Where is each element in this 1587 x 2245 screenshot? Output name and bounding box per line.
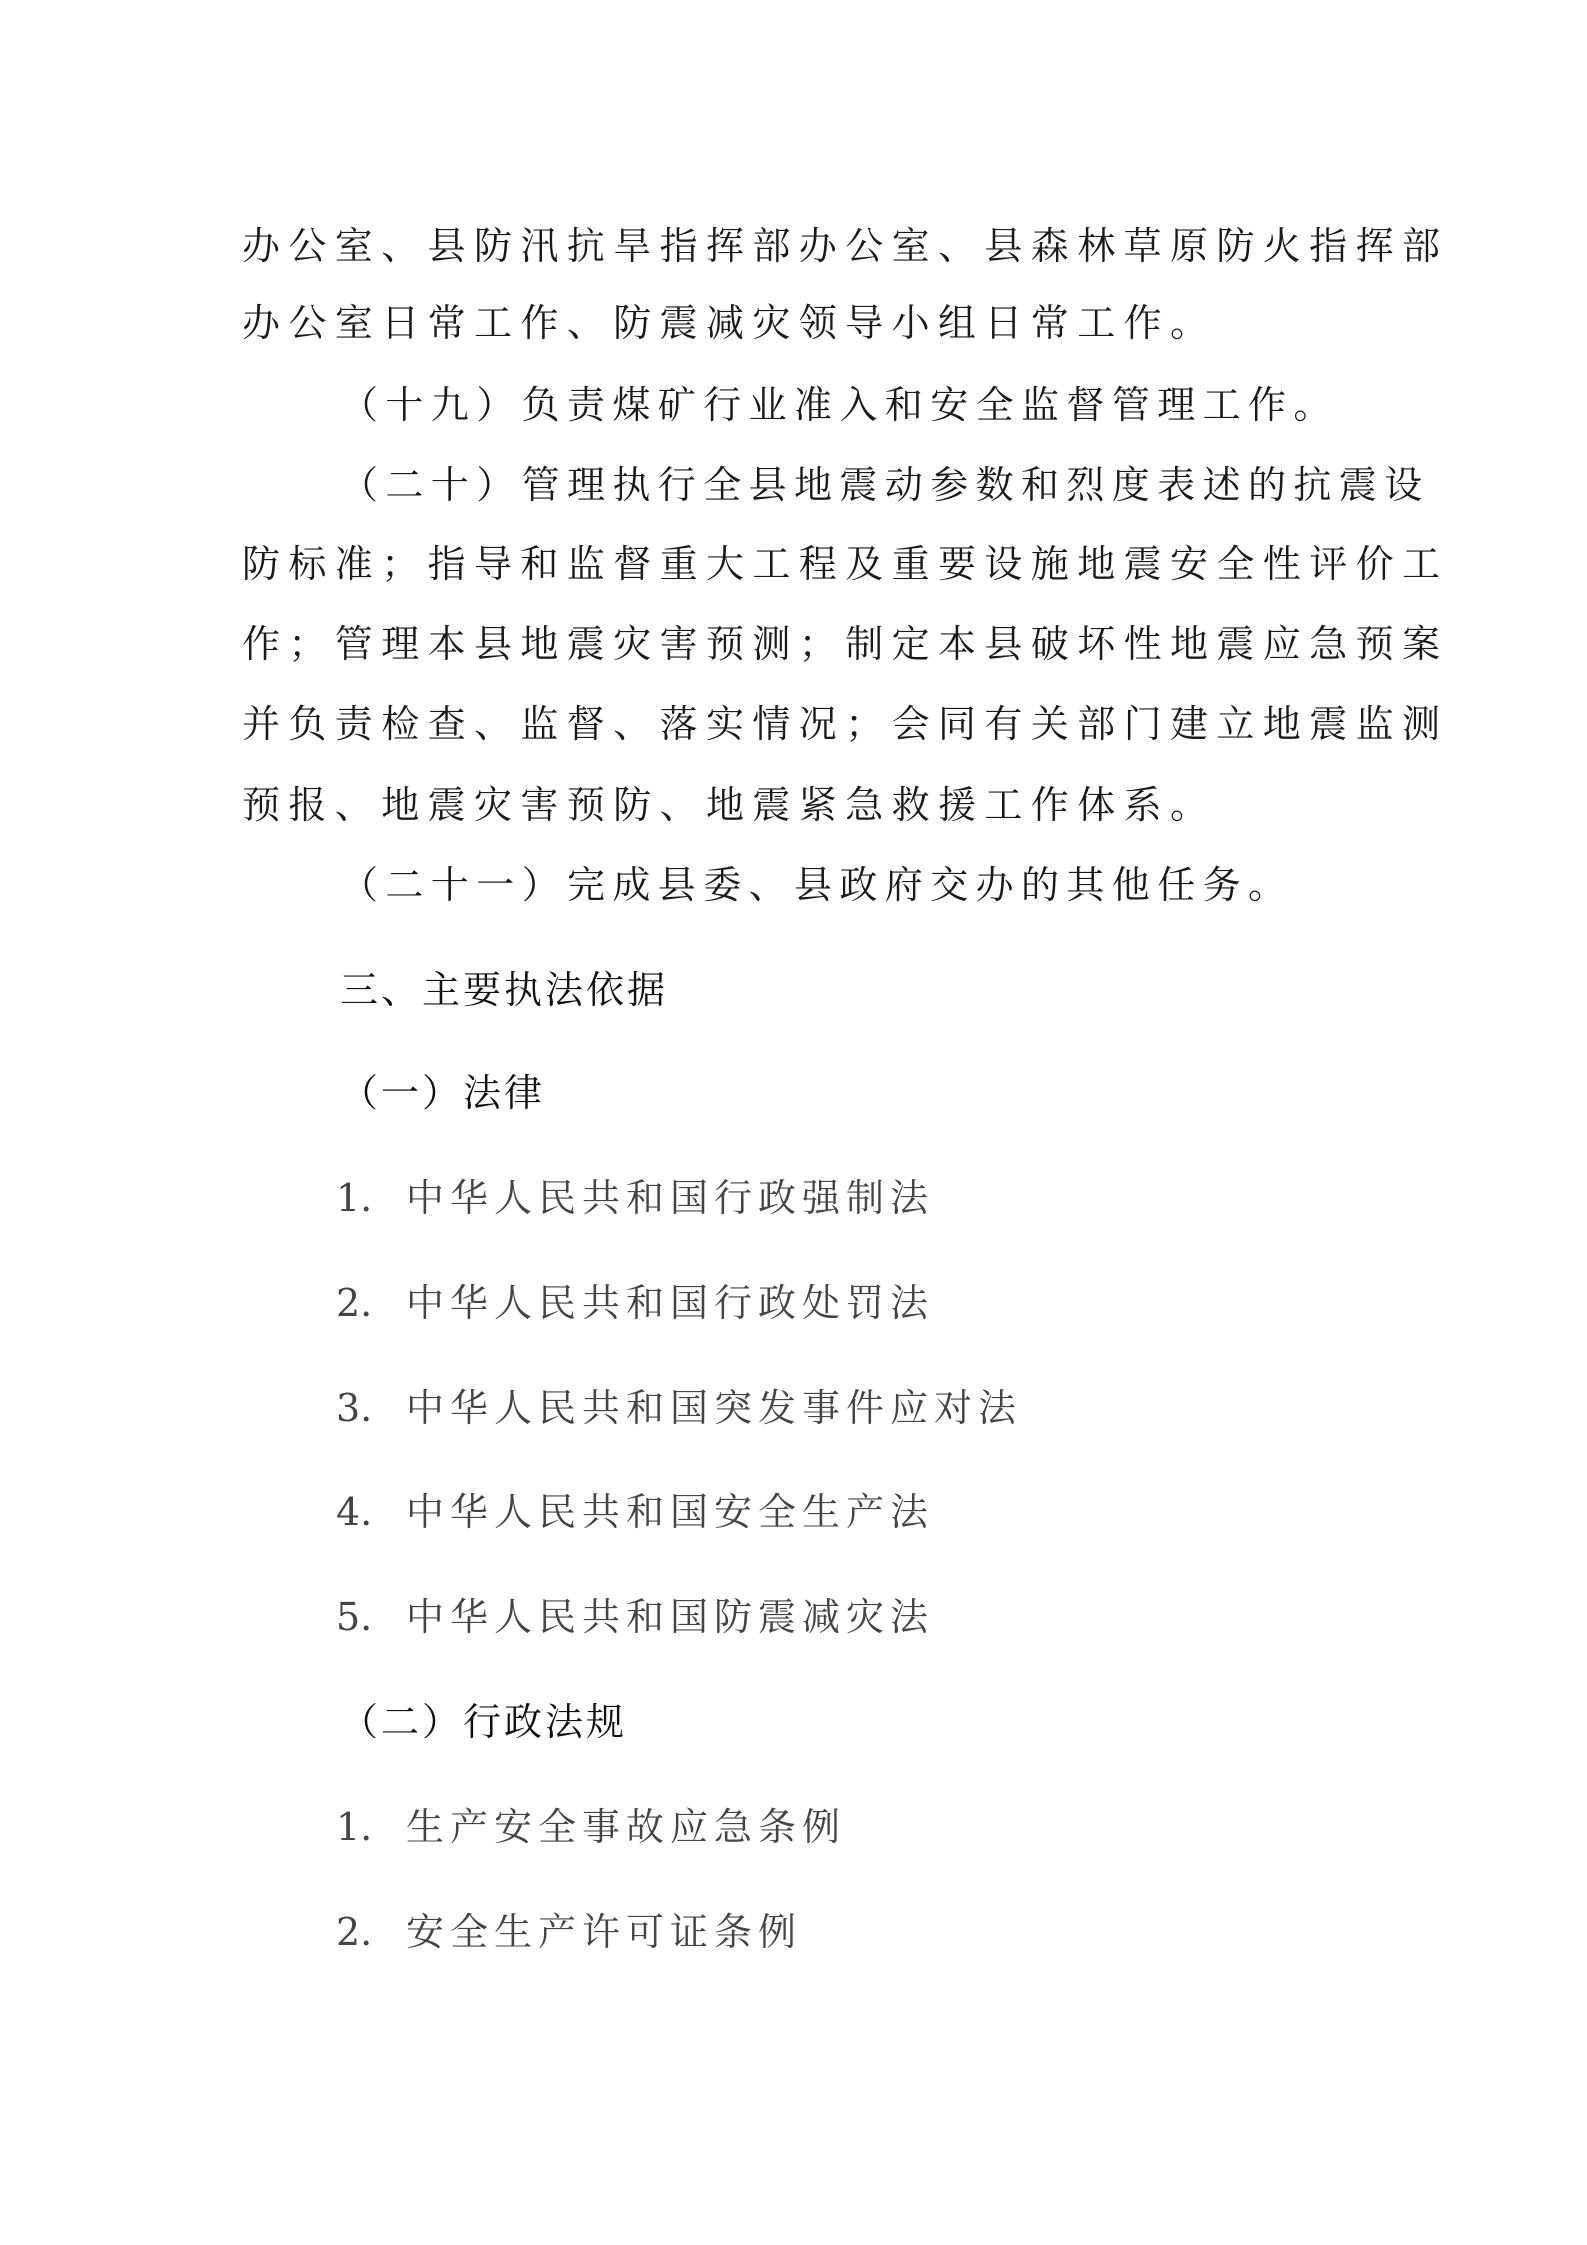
subsection-heading-regulations: （二）行政法规 bbox=[340, 1700, 628, 1744]
list-item bbox=[336, 1174, 934, 1222]
list-item-number: 1. bbox=[336, 1176, 373, 1220]
list-item-text: 中华人民共和国行政处罚法 bbox=[406, 1281, 935, 1325]
section-title: 三、主要执法依据 bbox=[340, 968, 669, 1012]
list-item bbox=[336, 1384, 1022, 1432]
paragraph-line: 预报、地震灾害预防、地震紧急救援工作体系。 bbox=[242, 783, 1217, 827]
paragraph-line: （二十）管理执行全县地震动参数和烈度表述的抗震设 bbox=[340, 463, 1430, 507]
subsection-heading-laws: （一）法律 bbox=[340, 1071, 546, 1115]
paragraph-line: 防标准；指导和监督重大工程及重要设施地震安全性评价工 bbox=[242, 542, 1449, 586]
list-item-text: 安全生产许可证条例 bbox=[406, 1910, 803, 1954]
list-item-number: 5. bbox=[336, 1595, 373, 1639]
list-item bbox=[336, 1803, 846, 1851]
list-item-number: 2. bbox=[336, 1281, 373, 1325]
list-item-number: 2. bbox=[336, 1910, 373, 1954]
paragraph-line: 办公室日常工作、防震减灾领导小组日常工作。 bbox=[242, 301, 1217, 345]
list-item bbox=[336, 1908, 802, 1956]
paragraph-line: 并负责检查、监督、落实情况；会同有关部门建立地震监测 bbox=[242, 702, 1449, 746]
list-item bbox=[336, 1279, 934, 1327]
paragraph-line: （十九）负责煤矿行业准入和安全监督管理工作。 bbox=[340, 383, 1339, 427]
list-item-text: 中华人民共和国防震减灾法 bbox=[406, 1595, 935, 1639]
paragraph-line: 办公室、县防汛抗旱指挥部办公室、县森林草原防火指挥部 bbox=[242, 224, 1449, 268]
list-item bbox=[336, 1593, 934, 1641]
list-item bbox=[336, 1488, 934, 1536]
list-item-text: 中华人民共和国行政强制法 bbox=[406, 1176, 935, 1220]
list-item-text: 中华人民共和国突发事件应对法 bbox=[406, 1386, 1023, 1430]
paragraph-line: （二十一）完成县委、县政府交办的其他任务。 bbox=[340, 863, 1294, 907]
list-item-text: 生产安全事故应急条例 bbox=[406, 1805, 847, 1849]
list-item-number: 1. bbox=[336, 1805, 373, 1849]
list-item-number: 3. bbox=[336, 1386, 373, 1430]
list-item-number: 4. bbox=[336, 1490, 373, 1534]
paragraph-line: 作；管理本县地震灾害预测；制定本县破坏性地震应急预案 bbox=[242, 622, 1449, 666]
list-item-text: 中华人民共和国安全生产法 bbox=[406, 1490, 935, 1534]
